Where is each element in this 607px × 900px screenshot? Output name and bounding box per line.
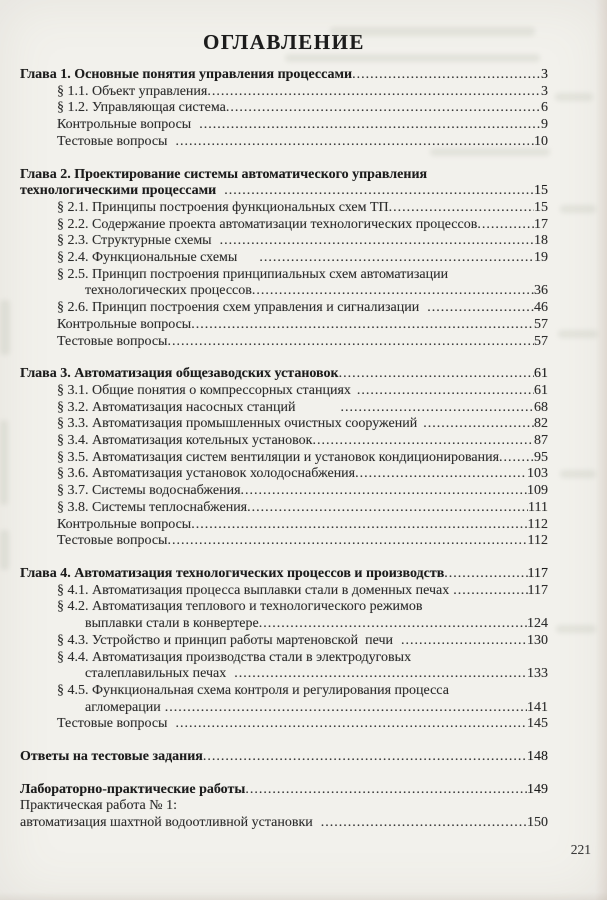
toc-entry-page: 141 (527, 699, 548, 715)
toc-row (20, 400, 548, 417)
toc-entry-label: Тестовые вопросы (57, 533, 168, 549)
dot-leader (427, 300, 534, 317)
toc-entry-label: Ответы на тестовые задания (20, 749, 203, 765)
toc-row (20, 217, 548, 234)
toc-row (20, 616, 548, 633)
dot-leader (312, 433, 534, 450)
toc-row (20, 334, 548, 351)
dot-leader (207, 84, 541, 101)
toc-entry-label: § 4.4. Автоматизация производства стали в электродуговых (57, 649, 412, 665)
toc-entry-label: § 2.1. Принципы построения функциональных схем ТП (57, 199, 389, 215)
toc-row (20, 566, 548, 583)
dot-leader (423, 416, 534, 433)
toc-entry-page: 117 (527, 565, 548, 581)
dot-leader (241, 483, 527, 500)
toc-entry-label: автоматизация шахтной водоотливной установки (20, 815, 313, 831)
dot-leader (247, 500, 528, 517)
dot-leader (191, 317, 534, 334)
toc-entry-page: 17 (534, 216, 548, 232)
dot-leader (401, 633, 527, 650)
toc-row (20, 450, 548, 467)
toc-entry-label: Глава 1. Основные понятия управления процессами (20, 67, 353, 82)
toc-entry-page: 61 (534, 382, 548, 398)
toc-entry-page: 9 (541, 117, 548, 133)
toc-section-3 (20, 366, 548, 550)
toc-entry-label: § 1.1. Объект управления (57, 83, 208, 99)
toc-entry-page: 103 (527, 466, 548, 482)
toc-entry-page: 148 (527, 749, 548, 765)
dot-leader (252, 283, 534, 300)
dot-leader (389, 200, 534, 217)
toc-entry-page: 15 (534, 199, 548, 215)
toc-entry-page: 46 (534, 300, 548, 316)
dot-leader (259, 616, 527, 633)
toc-row (20, 517, 548, 534)
dot-leader (259, 250, 534, 267)
toc-entry-label: § 3.5. Автоматизация систем вентиляции и установок кондиционирования (57, 449, 500, 465)
toc-entry-label: технологических процессов (85, 283, 252, 299)
toc-row (20, 200, 548, 217)
toc-entry-label: § 4.1. Автоматизация процесса выплавки стали в доменных печах (57, 582, 450, 598)
toc-entry-page: 124 (527, 616, 548, 632)
toc-row (20, 366, 548, 383)
dot-leader (321, 815, 527, 832)
page-number: 221 (570, 842, 591, 857)
toc-row (20, 700, 548, 717)
toc-row (20, 250, 548, 267)
toc-entry-label: § 1.2. Управляющая система (57, 100, 226, 116)
toc-entry-page: 112 (527, 516, 548, 532)
toc-entry-label: § 2.3. Структурные схемы (57, 233, 212, 249)
toc-entry-page: 130 (527, 632, 548, 648)
toc-entry-label: Тестовые вопросы (57, 333, 168, 349)
dot-leader (175, 134, 534, 151)
toc-entry-label: § 3.3. Автоматизация промышленных очистных сооружений (57, 416, 418, 432)
dot-leader (444, 566, 527, 583)
toc-entry-page: 15 (534, 183, 548, 199)
toc-row (20, 483, 548, 500)
toc-entry-label: Лабораторно-практические работы (20, 781, 246, 797)
toc-entry-page: 145 (527, 716, 548, 732)
toc-row (20, 666, 548, 683)
toc-section-6 (20, 782, 548, 832)
toc-row (20, 267, 548, 284)
dot-leader (199, 117, 541, 134)
dot-leader (355, 466, 527, 483)
toc-row (20, 815, 548, 832)
dot-leader (341, 400, 535, 417)
dot-leader (165, 700, 527, 717)
toc-entry-page: 111 (528, 499, 548, 515)
toc-row (20, 650, 548, 667)
dot-leader (167, 533, 527, 550)
toc-row (20, 183, 548, 200)
toc-row (20, 599, 548, 616)
dot-leader (352, 67, 541, 84)
toc-section-5 (20, 749, 548, 766)
toc-row (20, 117, 548, 134)
toc-entry-page: 82 (534, 416, 548, 432)
toc-entry-page: 109 (527, 483, 548, 499)
toc-entry-page: 57 (534, 316, 548, 332)
toc-entry-label: § 2.4. Функциональные схемы (57, 250, 238, 266)
toc-row (20, 749, 548, 766)
dot-leader (234, 666, 527, 683)
toc-entry-page: 57 (534, 333, 548, 349)
toc-entry-page: 18 (534, 233, 548, 249)
toc-row (20, 633, 548, 650)
toc-entry-label: § 2.6. Принцип построения схем управления и сигнализации (57, 300, 420, 316)
dot-leader (191, 517, 527, 534)
dot-leader (224, 183, 534, 200)
toc-entry-label: § 2.5. Принцип построения принципиальных схем автоматизации (57, 266, 449, 282)
toc-entry-page: 149 (527, 781, 548, 797)
toc-entry-page: 87 (534, 433, 548, 449)
toc-entry-label: § 3.6. Автоматизация установок холодоснабжения (57, 466, 356, 482)
toc-entry-page: 3 (541, 67, 548, 82)
scan-edge-shadow (0, 892, 607, 900)
toc-section-4 (20, 566, 548, 733)
toc-entry-label: выплавки стали в конвертере (85, 616, 259, 632)
dot-leader (175, 716, 527, 733)
toc-row (20, 466, 548, 483)
toc-entry-label: § 4.2. Автоматизация теплового и технологического режимов (57, 599, 423, 615)
toc-row (20, 683, 548, 700)
dot-leader (220, 233, 534, 250)
toc-entry-page: 36 (534, 283, 548, 299)
dot-leader (357, 383, 534, 400)
toc-entry-label: § 3.4. Автоматизация котельных установок (57, 433, 313, 449)
toc-entry-page: 19 (534, 250, 548, 266)
toc-entry-page: 112 (527, 533, 548, 549)
toc-row (20, 167, 548, 184)
dot-leader (477, 217, 534, 234)
toc-entry-label: сталеплавильных печах (85, 666, 227, 682)
toc-entry-label: Контрольные вопросы (57, 516, 192, 532)
toc-entry-label: § 3.1. Общие понятия о компрессорных станциях (57, 382, 351, 398)
toc-row (20, 500, 548, 517)
toc-entry-page: 6 (541, 100, 548, 116)
bleed-through-artifact (285, 54, 540, 62)
dot-leader (499, 450, 534, 467)
toc-entry-page: 150 (527, 815, 548, 831)
toc-row (20, 798, 548, 815)
dot-leader (339, 366, 534, 383)
page-title: ОГЛАВЛЕНИЕ (203, 30, 365, 54)
toc-entry-label: § 4.5. Функциональная схема контроля и регулирования процесса (57, 682, 449, 698)
dot-leader (226, 100, 541, 117)
toc-row (20, 233, 548, 250)
toc-entry-label: Глава 2. Проектирование системы автоматического управления (20, 166, 428, 182)
toc-entry-label: Глава 3. Автоматизация общезаводских установок (20, 366, 339, 382)
toc-entry-label: § 2.2. Содержание проекта автоматизации технологических процессов (57, 216, 478, 232)
toc-section-1 (20, 67, 548, 151)
table-of-contents (0, 67, 607, 832)
toc-entry-page: 3 (541, 83, 548, 99)
toc-row (20, 433, 548, 450)
toc-row (20, 283, 548, 300)
dot-leader (245, 782, 527, 799)
toc-entry-label: § 4.3. Устройство и принцип работы мартеновской печи (57, 632, 394, 648)
toc-row (20, 317, 548, 334)
dot-leader (167, 334, 534, 351)
toc-entry-page: 68 (534, 399, 548, 415)
toc-entry-label: Тестовые вопросы (57, 133, 168, 149)
toc-row (20, 782, 548, 799)
toc-entry-label: Практическая работа № 1: (20, 798, 178, 814)
toc-entry-page: 61 (534, 366, 548, 382)
toc-entry-label: § 3.7. Системы водоснабжения (57, 483, 241, 499)
toc-row (20, 533, 548, 550)
toc-row (20, 416, 548, 433)
dot-leader (453, 583, 527, 600)
toc-entry-label: технологическими процессами (20, 183, 217, 199)
toc-row (20, 383, 548, 400)
toc-entry-label: Контрольные вопросы (57, 316, 192, 332)
dot-leader (203, 749, 527, 766)
toc-entry-label: Контрольные вопросы (57, 117, 192, 133)
toc-row (20, 67, 548, 84)
toc-entry-label: Глава 4. Автоматизация технологических процессов и производств (20, 565, 445, 581)
toc-entry-label: агломерации (85, 699, 161, 715)
toc-entry-page: 117 (527, 582, 548, 598)
toc-entry-page: 133 (527, 666, 548, 682)
toc-entry-page: 10 (534, 133, 548, 149)
toc-row (20, 134, 548, 151)
toc-row (20, 716, 548, 733)
toc-entry-page: 95 (534, 449, 548, 465)
toc-entry-label: Тестовые вопросы (57, 716, 168, 732)
toc-row (20, 100, 548, 117)
toc-row (20, 583, 548, 600)
toc-entry-label: § 3.8. Системы теплоснабжения (57, 499, 248, 515)
toc-row (20, 300, 548, 317)
toc-row (20, 84, 548, 101)
toc-entry-label: § 3.2. Автоматизация насосных станций (57, 399, 296, 415)
toc-section-2 (20, 167, 548, 351)
